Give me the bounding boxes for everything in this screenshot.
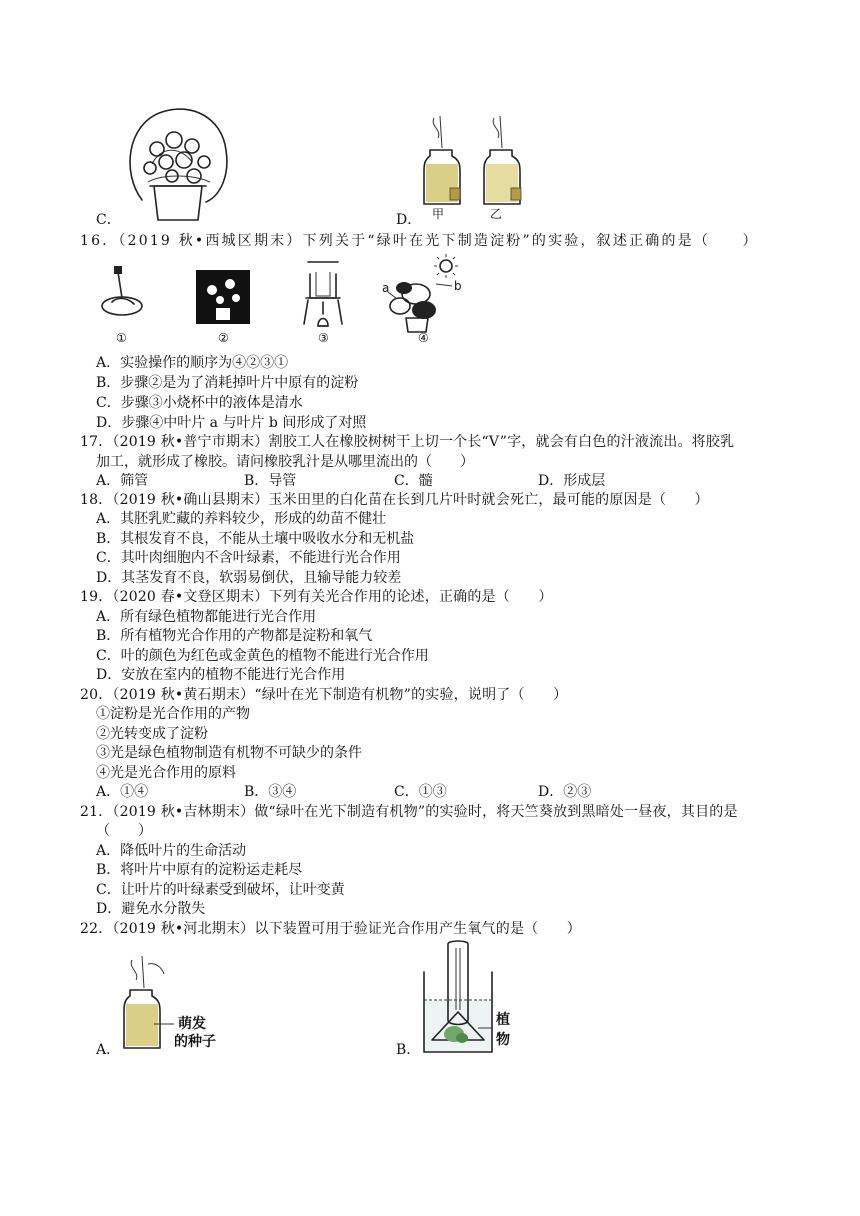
- leaf-a-label: a: [382, 281, 390, 295]
- step-2-number: ②: [218, 331, 229, 345]
- question-19-option-c[interactable]: C．叶的颜色为红色或金黄色的植物不能进行光合作用: [96, 648, 429, 664]
- question-18-stem: 18．（2019 秋•确山县期末）玉米田里的白化苗在长到几片叶时就会死亡，最可能的原因是（ ）: [80, 492, 709, 508]
- q22-option-b-label[interactable]: B．: [396, 1042, 421, 1058]
- question-20-statement-1: ①淀粉是光合作用的产物: [96, 706, 250, 722]
- aquatic-plant-test-tube-illustration: [418, 940, 528, 1060]
- plant-caption-line2: 物: [496, 1032, 510, 1048]
- caption-jia: 甲: [432, 207, 445, 221]
- seed-caption-line1: 萌发: [178, 1016, 206, 1032]
- question-20-statement-2: ②光转变成了淀粉: [96, 726, 208, 742]
- question-20-statement-3: ③光是绿色植物制造有机物不可缺少的条件: [96, 745, 362, 761]
- step-4-number: ④: [418, 331, 429, 345]
- question-21-stem-line1: 21．（2019 秋•吉林期末）做“绿叶在光下制造有机物”的实验时，将天竺葵放到黑暗处一昼夜，其目的是: [80, 804, 738, 820]
- caption-yi: 乙: [490, 207, 503, 221]
- question-21-option-a[interactable]: A．降低叶片的生命活动: [96, 843, 247, 859]
- question-20-statement-4: ④光是光合作用的原料: [96, 765, 236, 781]
- step-2-dark-box: [196, 270, 250, 345]
- question-22-stem: 22．（2019 秋•河北期末）以下装置可用于验证光合作用产生氧气的是（ ）: [80, 921, 581, 937]
- question-16-option-a[interactable]: A．实验操作的顺序为④②③①: [96, 355, 289, 371]
- question-17-option-c[interactable]: C．髓: [394, 473, 433, 489]
- option-d-label: D．: [396, 212, 422, 228]
- question-20-option-d[interactable]: D．②③: [538, 784, 592, 800]
- question-21-option-d[interactable]: D．避免水分散失: [96, 901, 206, 917]
- question-16-option-c[interactable]: C．步骤③小烧杯中的液体是清水: [96, 395, 303, 411]
- option-c-label: C．: [96, 212, 121, 228]
- question-20-option-c[interactable]: C．①③: [394, 784, 447, 800]
- question-17-stem-line1: 17．（2019 秋•普宁市期末）割胶工人在橡胶树树干上切一个长“V”字，就会有白色的汁液流出。将胶乳: [80, 434, 735, 450]
- jars-with-candles-illustration: [420, 112, 530, 222]
- question-21-option-b[interactable]: B．将叶片中原有的淀粉运走耗尽: [96, 862, 303, 878]
- question-17-option-a[interactable]: A．筛管: [96, 473, 149, 489]
- question-20-option-a[interactable]: A．①④: [96, 784, 149, 800]
- question-20-option-b[interactable]: B．③④: [244, 784, 297, 800]
- question-18-option-b[interactable]: B．其根发育不良，不能从土壤中吸收水分和无机盐: [96, 531, 415, 547]
- step-3-number: ③: [318, 331, 329, 345]
- question-18-option-d[interactable]: D．其茎发育不良，软弱易倒伏，且输导能力较差: [96, 570, 402, 586]
- question-17-stem-line2: 加工，就形成了橡胶。请问橡胶乳汁是从哪里流出的（ ）: [96, 454, 474, 470]
- question-16-stem: 16．（2019 秋•西城区期末）下列关于“绿叶在光下制造淀粉”的实验，叙述正确的是（ ）: [80, 233, 759, 249]
- question-17-option-d[interactable]: D．形成层: [538, 473, 606, 489]
- step-3-water-bath: [304, 262, 342, 345]
- covered-plant-illustration: [122, 104, 232, 224]
- question-19-option-d[interactable]: D．安放在室内的植物不能进行光合作用: [96, 667, 346, 683]
- leaf-b-label: b: [454, 279, 462, 293]
- question-21-option-c[interactable]: C．让叶片的叶绿素受到破坏，让叶变黄: [96, 882, 345, 898]
- germinating-seeds-jar-illustration: [118, 952, 228, 1062]
- question-16-option-d[interactable]: D．步骤④中叶片 a 与叶片 b 间形成了对照: [96, 415, 367, 431]
- step-1-petri-dish: [102, 266, 142, 345]
- question-18-option-c[interactable]: C．其叶肉细胞内不含叶绿素，不能进行光合作用: [96, 550, 401, 566]
- question-19-option-b[interactable]: B．所有植物光合作用的产物都是淀粉和氧气: [96, 628, 373, 644]
- question-16-option-b[interactable]: B．步骤②是为了消耗掉叶片中原有的淀粉: [96, 375, 359, 391]
- plant-caption-line1: 植: [496, 1012, 510, 1028]
- step-1-number: ①: [116, 331, 127, 345]
- question-20-stem: 20．（2019 秋•黄石期末）“绿叶在光下制造有机物”的实验，说明了（ ）: [80, 687, 568, 703]
- question-18-option-a[interactable]: A．其胚乳贮藏的养料较少，形成的幼苗不健壮: [96, 511, 387, 527]
- q16-experiment-steps: [96, 252, 476, 348]
- seed-caption-line2: 的种子: [174, 1034, 216, 1050]
- question-21-stem-line2: （ ）: [96, 823, 152, 839]
- q22-option-a-label[interactable]: A．: [96, 1042, 121, 1058]
- question-17-option-b[interactable]: B．导管: [244, 473, 297, 489]
- question-19-option-a[interactable]: A．所有绿色植物都能进行光合作用: [96, 609, 317, 625]
- question-19-stem: 19．（2020 春•文登区期末）下列有关光合作用的论述，正确的是（ ）: [80, 589, 553, 605]
- step-4-plant-in-light: [382, 254, 462, 345]
